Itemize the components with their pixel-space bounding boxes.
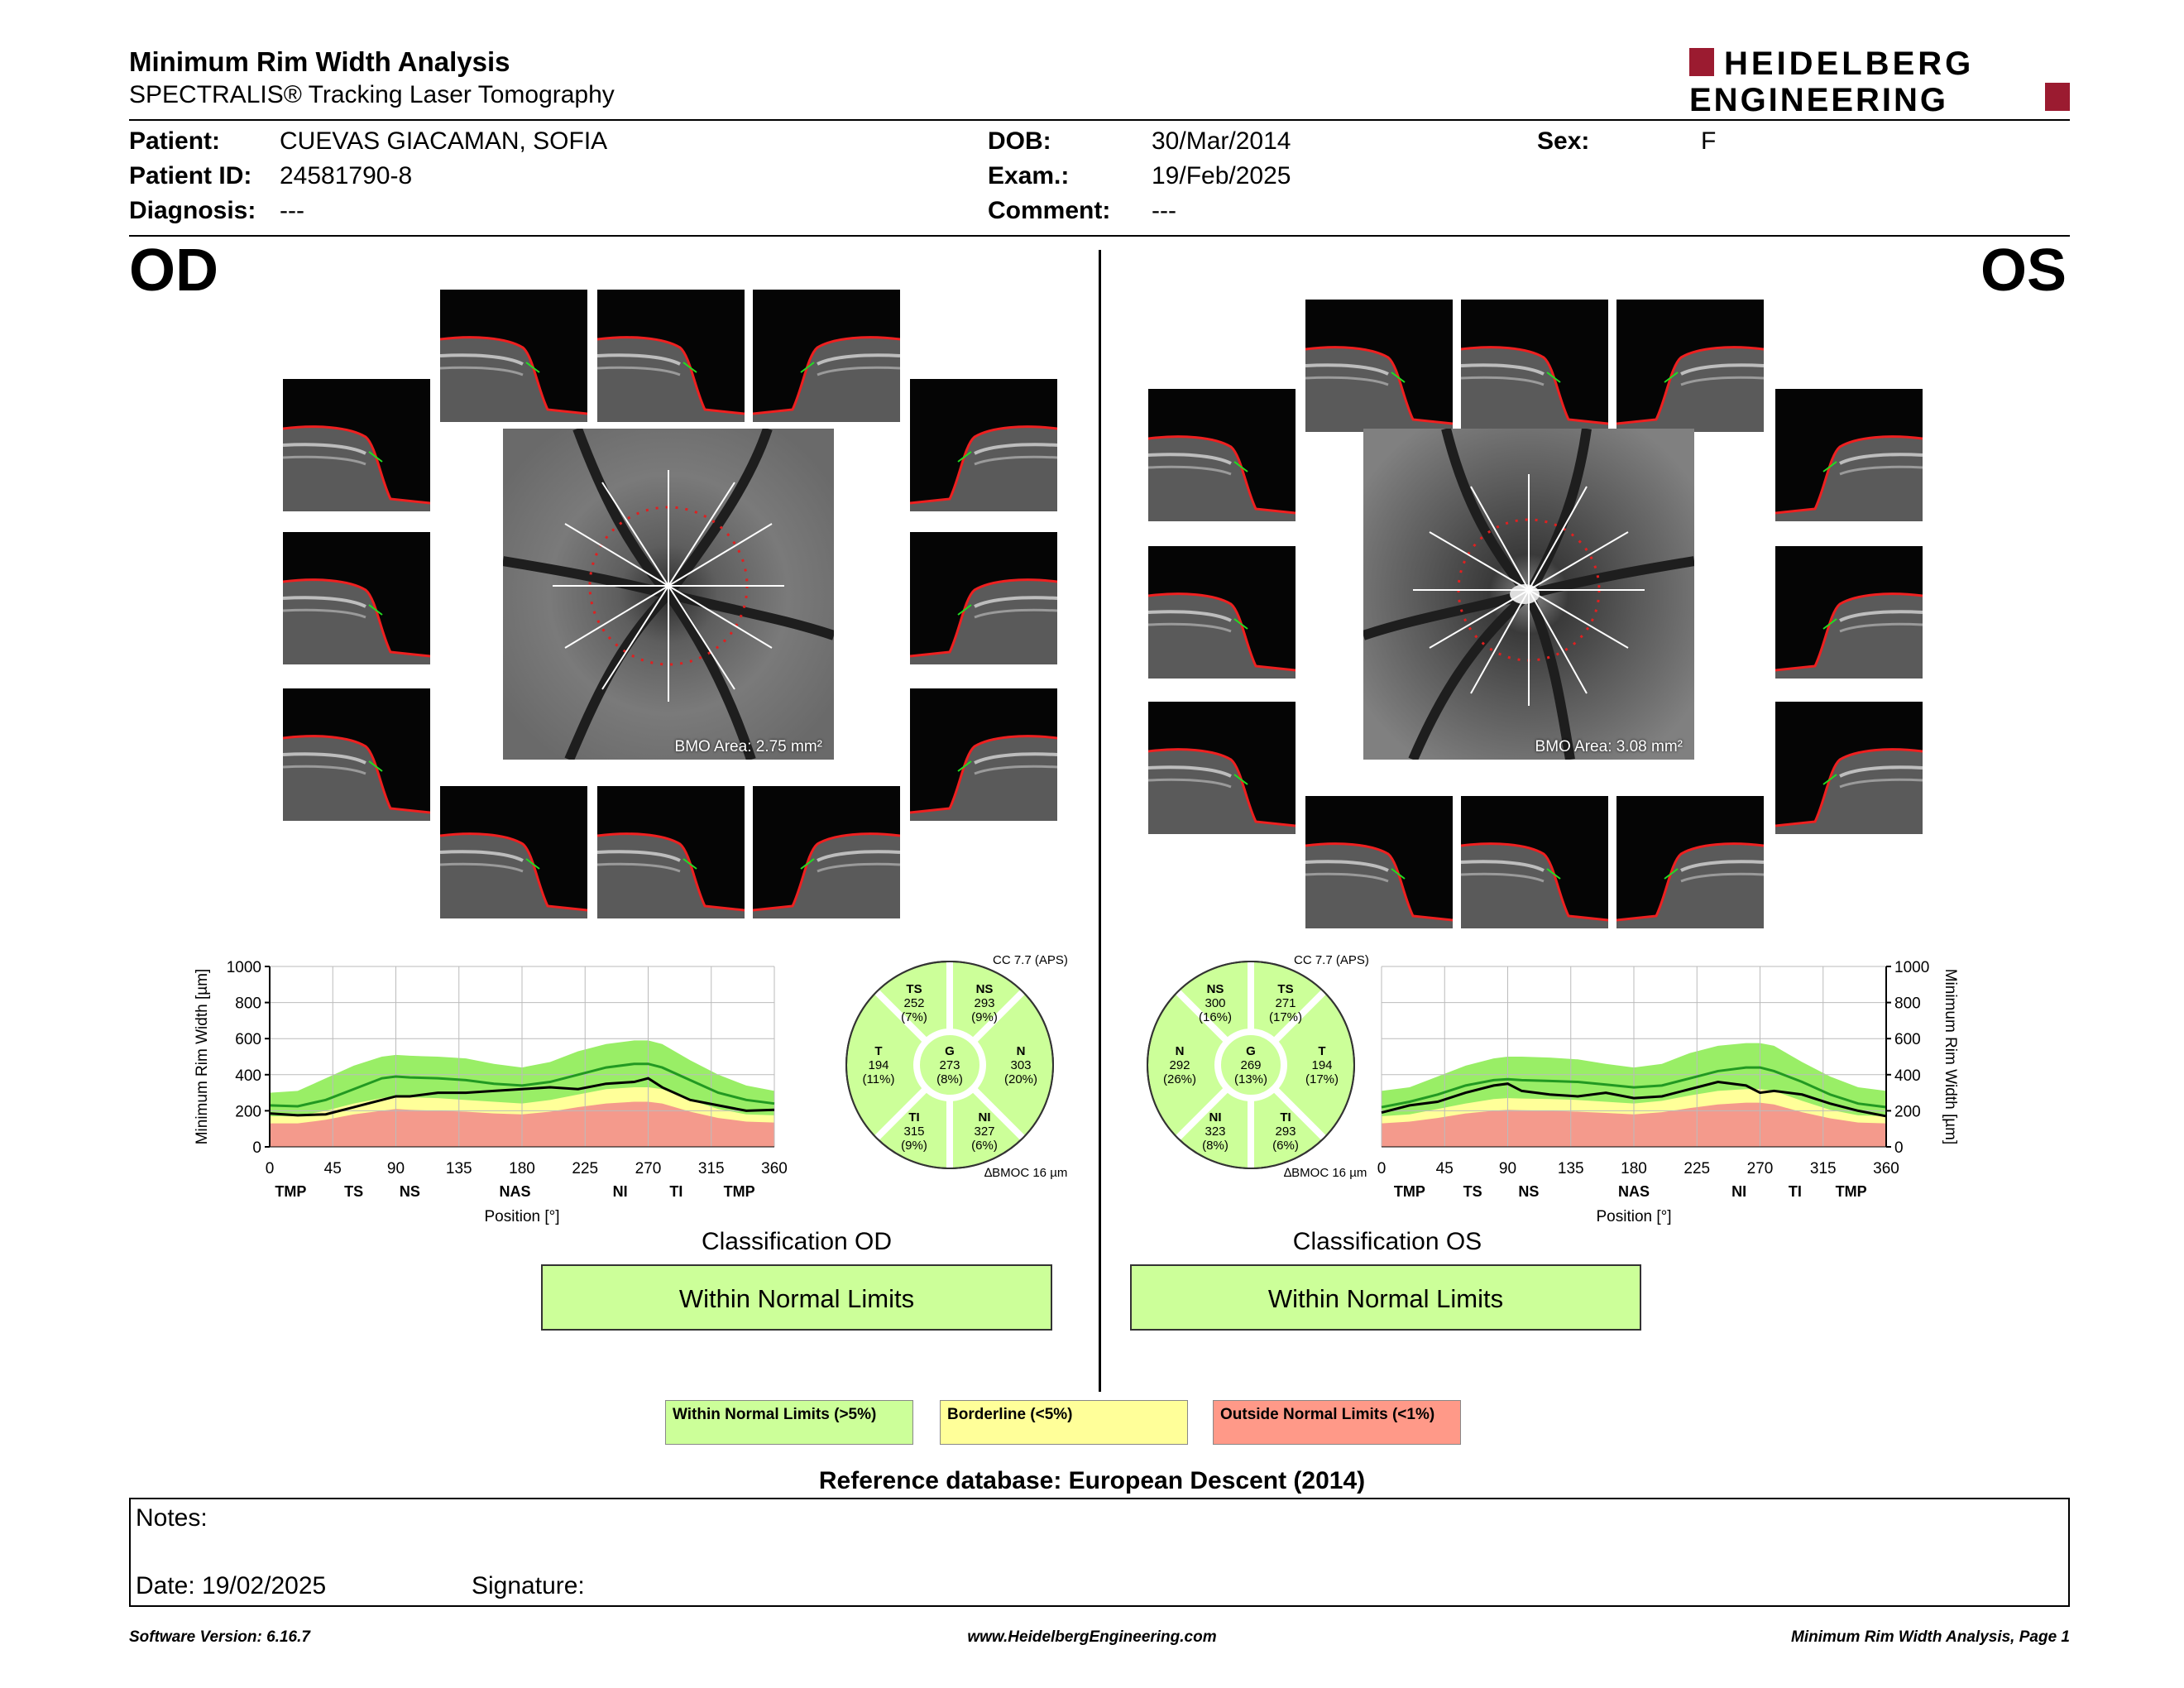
patient-rule (129, 235, 2070, 237)
od-oct-bscan (283, 532, 430, 664)
sector-axis-label: TS (1463, 1183, 1482, 1200)
od-oct-bscan (910, 688, 1057, 821)
od-sector-ni-name: NI (978, 1110, 991, 1125)
os-sector-n-value: 292 (1169, 1058, 1190, 1072)
od-sector-ts-name: TS (906, 982, 922, 996)
od-sector-t-value: 194 (868, 1058, 889, 1072)
notes-box[interactable] (129, 1498, 2070, 1607)
od-oct-bscan (440, 290, 587, 422)
footer-website[interactable]: www.HeidelbergEngineering.com (967, 1628, 1217, 1646)
legend-borderline: Borderline (<5%) (940, 1400, 1188, 1445)
footer-page: Minimum Rim Width Analysis, Page 1 (1791, 1628, 2070, 1646)
od-oct-bscan (440, 786, 587, 918)
x-axis-title: Position [°] (1596, 1208, 1672, 1225)
x-tick-label: 225 (1684, 1160, 1711, 1177)
x-tick-label: 180 (509, 1160, 535, 1177)
x-tick-label: 45 (323, 1160, 342, 1177)
od-sector-ts-pct: (7%) (901, 1010, 927, 1024)
od-sector-diagram (836, 952, 1075, 1183)
os-oct-bscan (1148, 546, 1296, 679)
x-tick-label: 135 (445, 1160, 472, 1177)
sector-axis-label: TMP (275, 1183, 307, 1200)
od-sector-ti-name: TI (908, 1110, 920, 1125)
od-classification-result: Within Normal Limits (541, 1264, 1052, 1331)
y-tick-label: 200 (1894, 1103, 1921, 1121)
diagnosis-label: Diagnosis: (129, 197, 256, 224)
x-tick-label: 0 (265, 1160, 275, 1177)
sector-axis-label: NS (399, 1183, 420, 1200)
notes-label: Notes: (136, 1504, 208, 1532)
od-sector-n-pct: (20%) (1003, 1072, 1038, 1086)
legend-normal: Within Normal Limits (>5%) (665, 1400, 913, 1445)
os-sector-t-value: 194 (1311, 1058, 1333, 1072)
os-sector-ni-value: 323 (1205, 1125, 1226, 1139)
od-sector-n-name: N (1016, 1044, 1026, 1058)
x-tick-label: 90 (1498, 1160, 1517, 1177)
os-sector-t-name: T (1318, 1044, 1326, 1058)
sector-axis-label: TMP (1393, 1183, 1425, 1200)
sector-axis-label: NS (1518, 1183, 1540, 1200)
os-oct-bscan (1305, 796, 1453, 928)
od-sector-g-pct: (8%) (936, 1072, 963, 1086)
y-tick-label: 0 (252, 1139, 261, 1157)
od-sector-g-name: G (945, 1044, 955, 1058)
sector-axis-label: TMP (723, 1183, 755, 1200)
report-subtitle: SPECTRALIS® Tracking Laser Tomography (129, 81, 615, 108)
y-tick-label: 600 (1894, 1031, 1921, 1049)
sector-axis-label: TI (669, 1183, 683, 1200)
y-tick-label: 800 (235, 995, 261, 1013)
y-tick-label: 400 (235, 1067, 261, 1085)
patient-id-label: Patient ID: (129, 162, 252, 189)
y-tick-label: 200 (235, 1103, 261, 1121)
report-title: Minimum Rim Width Analysis (129, 46, 510, 77)
os-oct-bscan (1461, 300, 1608, 432)
x-tick-label: 0 (1377, 1160, 1387, 1177)
sector-axis-label: NI (612, 1183, 628, 1200)
header-rule (129, 119, 2070, 121)
comment-value: --- (1152, 197, 1176, 224)
sector-axis-label: TI (1788, 1183, 1802, 1200)
y-tick-label: 800 (1894, 995, 1921, 1013)
os-sector-t-pct: (17%) (1305, 1072, 1339, 1086)
od-oct-bscan (753, 786, 900, 918)
od-fundus-drawing (503, 429, 834, 760)
y-tick-label: 600 (235, 1031, 261, 1049)
x-tick-label: 225 (572, 1160, 599, 1177)
od-oct-bscan (910, 532, 1057, 664)
os-oct-bscan (1775, 389, 1923, 521)
sex-value: F (1701, 127, 1717, 155)
os-sector-diagram (1135, 952, 1383, 1183)
od-oct-bscan (283, 379, 430, 511)
os-sector-g-pct: (13%) (1233, 1072, 1268, 1086)
od-sector-ns-name: NS (975, 982, 994, 996)
os-sector-g-name: G (1246, 1044, 1256, 1058)
os-sector-ns-name: NS (1206, 982, 1224, 996)
x-axis-title: Position [°] (484, 1208, 560, 1225)
patient-name: CUEVAS GIACAMAN, SOFIA (280, 127, 608, 155)
os-oct-bscan (1305, 300, 1453, 432)
y-tick-label: 400 (1894, 1067, 1921, 1085)
os-sector-n-pct: (26%) (1162, 1072, 1197, 1086)
x-tick-label: 360 (761, 1160, 788, 1177)
od-bmo-area: BMO Area: 2.75 mm² (674, 738, 822, 755)
od-sector-ti-value: 315 (903, 1125, 925, 1139)
os-sector-ts-value: 271 (1275, 996, 1296, 1010)
os-mrw-chart (1367, 952, 1995, 1233)
os-oct-bscan (1461, 796, 1608, 928)
x-tick-label: 315 (697, 1160, 725, 1177)
od-eye-label: OD (129, 237, 218, 304)
logo-line2: ENGINEERING (1689, 82, 1949, 116)
y-axis-title: Minimum Rim Width [µm] (194, 968, 211, 1145)
x-tick-label: 135 (1557, 1160, 1584, 1177)
od-fundus-image (503, 429, 834, 760)
exam-label: Exam.: (988, 162, 1070, 189)
os-sector-ts-name: TS (1277, 982, 1294, 996)
heidelberg-logo (1689, 45, 2070, 116)
os-sector-ns-pct: (16%) (1198, 1010, 1233, 1024)
os-cc-label: CC 7.7 (APS) (1294, 953, 1369, 967)
y-tick-label: 0 (1894, 1139, 1904, 1157)
od-sector-t-name: T (874, 1044, 883, 1058)
date-label: Date: 19/02/2025 (136, 1572, 327, 1599)
od-mrw-chart (190, 952, 836, 1233)
os-bmoc-label: ∆BMOC 16 µm (1284, 1166, 1367, 1180)
x-tick-label: 180 (1621, 1160, 1647, 1177)
od-sector-ts-value: 252 (903, 996, 925, 1010)
os-sector-ti-name: TI (1280, 1110, 1291, 1125)
legend-outside: Outside Normal Limits (<1%) (1213, 1400, 1461, 1445)
os-oct-bscan (1148, 389, 1296, 521)
od-oct-bscan (283, 688, 430, 821)
os-sector-g-value: 269 (1240, 1058, 1262, 1072)
x-tick-label: 45 (1435, 1160, 1454, 1177)
logo-line1: HEIDELBERG (1724, 46, 1975, 82)
diagnosis-value: --- (280, 197, 304, 224)
od-oct-bscan (910, 379, 1057, 511)
od-cc-label: CC 7.7 (APS) (993, 953, 1068, 967)
os-sector-ni-pct: (8%) (1202, 1139, 1228, 1153)
od-oct-bscan (597, 786, 745, 918)
od-sector-ns-pct: (9%) (971, 1010, 998, 1024)
od-sector-ns-value: 293 (974, 996, 995, 1010)
y-tick-label: 1000 (1894, 959, 1930, 976)
os-oct-bscan (1775, 546, 1923, 679)
y-tick-label: 1000 (226, 959, 261, 976)
os-sector-ti-value: 293 (1275, 1125, 1296, 1139)
os-sector-ts-pct: (17%) (1268, 1010, 1303, 1024)
os-sector-n-name: N (1175, 1044, 1185, 1058)
eye-divider (1099, 250, 1101, 1392)
sector-axis-label: NI (1731, 1183, 1747, 1200)
od-oct-bscan (597, 290, 745, 422)
os-fundus-image (1363, 429, 1694, 760)
od-sector-g-value: 273 (939, 1058, 960, 1072)
od-sector-ni-value: 327 (974, 1125, 995, 1139)
os-bmo-area: BMO Area: 3.08 mm² (1535, 738, 1683, 755)
os-sector-ti-pct: (6%) (1272, 1139, 1299, 1153)
comment-label: Comment: (988, 197, 1111, 224)
patient-id: 24581790-8 (280, 162, 413, 189)
od-sector-ni-pct: (6%) (971, 1139, 998, 1153)
y-axis-title: Minimum Rim Width [µm] (1942, 968, 1959, 1145)
sector-axis-label: TMP (1835, 1183, 1867, 1200)
x-tick-label: 270 (1746, 1160, 1774, 1177)
x-tick-label: 360 (1873, 1160, 1899, 1177)
os-oct-bscan (1616, 300, 1764, 432)
os-eye-label: OS (1980, 237, 2067, 304)
os-oct-bscan (1616, 796, 1764, 928)
sex-label: Sex: (1537, 127, 1590, 155)
os-sector-ns-value: 300 (1205, 996, 1226, 1010)
dob-value: 30/Mar/2014 (1152, 127, 1291, 155)
od-oct-bscan (753, 290, 900, 422)
od-sector-t-pct: (11%) (862, 1072, 895, 1086)
os-oct-bscan (1775, 702, 1923, 834)
x-tick-label: 270 (635, 1160, 662, 1177)
os-fundus-drawing (1363, 429, 1694, 760)
software-version: Software Version: 6.16.7 (129, 1628, 310, 1646)
os-sector-ni-name: NI (1209, 1110, 1222, 1125)
od-sector-ti-pct: (9%) (901, 1139, 927, 1153)
od-classification-title: Classification OD (701, 1228, 893, 1255)
exam-value: 19/Feb/2025 (1152, 162, 1291, 189)
sector-axis-label: NAS (1617, 1183, 1650, 1200)
sector-axis-label: TS (344, 1183, 364, 1200)
os-classification-result: Within Normal Limits (1130, 1264, 1641, 1331)
dob-label: DOB: (988, 127, 1051, 155)
sector-axis-label: NAS (499, 1183, 531, 1200)
od-sector-n-value: 303 (1010, 1058, 1032, 1072)
reference-database: Reference database: European Descent (2014) (818, 1467, 1366, 1494)
od-bmoc-label: ∆BMOC 16 µm (984, 1166, 1068, 1180)
x-tick-label: 90 (386, 1160, 405, 1177)
os-oct-bscan (1148, 702, 1296, 834)
os-classification-title: Classification OS (1292, 1228, 1482, 1255)
patient-label: Patient: (129, 127, 221, 155)
signature-label: Signature: (472, 1572, 585, 1599)
x-tick-label: 315 (1809, 1160, 1837, 1177)
